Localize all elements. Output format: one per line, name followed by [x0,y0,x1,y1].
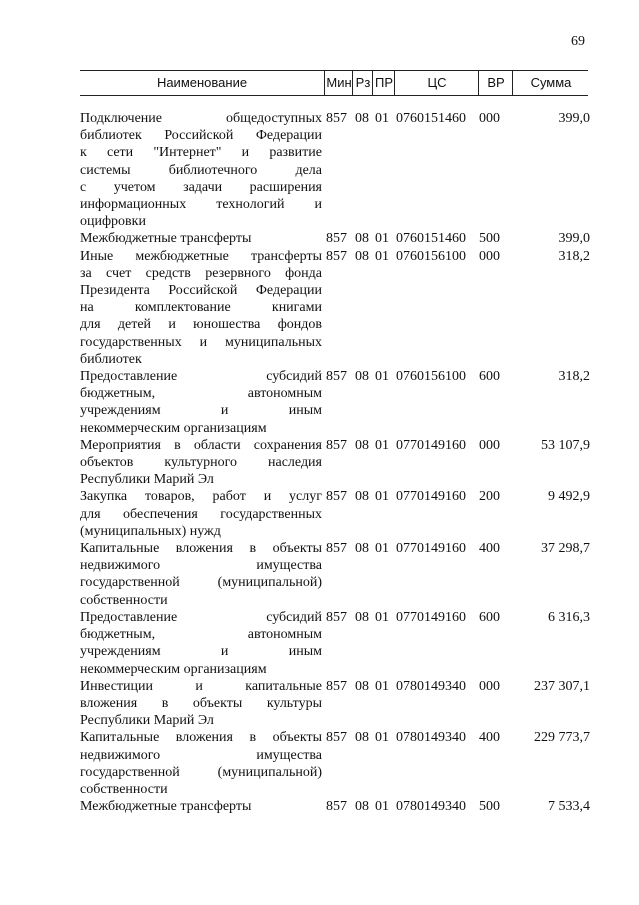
row-cs: 0770149160 [396,609,466,625]
row-cs: 0760156100 [396,248,466,264]
row-name-line: учреждениям и иным [80,644,322,660]
row-name-line: библиотек Российской Федерации [80,128,322,144]
row-name-line: бюджетным, автономным [80,627,322,643]
row-min: 857 [326,369,347,385]
table-row [80,488,590,540]
row-pr: 01 [375,730,389,746]
row-name [80,488,322,540]
row-name-line: вложения в объекты культуры [80,695,322,711]
row-name-line: собственности [80,592,168,608]
row-rz: 08 [355,248,369,264]
row-vr: 600 [479,609,500,625]
table-row [80,798,590,815]
row-cs: 0760151460 [396,231,466,247]
row-rz: 08 [355,437,369,453]
row-name-line: государственных и муниципальных [80,334,322,350]
row-sum: 399,0 [558,111,590,126]
row-cs: 0780149340 [396,730,466,746]
row-name-line: Закупка товаров, работ и услуг [80,489,322,505]
row-sum: 6 316,3 [548,609,590,625]
row-pr: 01 [375,111,389,126]
row-name-line: некоммерческим организациям [80,661,267,677]
row-vr: 500 [479,799,500,815]
row-pr: 01 [375,609,389,625]
row-name-line: Президента Российской Федерации [80,283,322,299]
row-vr: 000 [479,437,500,453]
row-pr: 01 [375,369,389,385]
table-row [80,540,590,609]
header-vr: ВР [478,71,513,95]
row-name-line: с учетом задачи расширения [80,179,322,195]
row-name-line: Предоставление субсидий [80,369,322,385]
row-vr: 400 [479,730,500,746]
row-rz: 08 [355,231,369,247]
row-vr: 000 [479,248,500,264]
row-vr: 400 [479,541,500,557]
row-vr: 600 [479,369,500,385]
row-name-line: Инвестиции и капитальные [80,678,322,694]
row-name-line: Межбюджетные трансферты [80,799,252,815]
row-sum: 229 773,7 [534,730,590,746]
table-body [80,110,590,815]
row-name [80,609,322,678]
row-name-line: к сети "Интернет" и развитие [80,145,322,161]
row-name-line: за счет средств резервного фонда [80,265,322,281]
row-min: 857 [326,231,347,247]
row-min: 857 [326,111,347,126]
table-row [80,230,590,247]
row-pr: 01 [375,231,389,247]
page-number: 69 [571,34,585,49]
row-name-line: Капитальные вложения в объекты [80,730,322,746]
row-name-line: учреждениям и иным [80,403,322,419]
row-name [80,678,322,730]
header-min: Мин [324,71,353,95]
row-pr: 01 [375,489,389,505]
row-min: 857 [326,678,347,694]
row-sum: 399,0 [558,231,590,247]
row-name-line: некоммерческим организациям [80,420,267,436]
row-name-line: Мероприятия в области сохранения [80,437,322,453]
row-pr: 01 [375,248,389,264]
row-min: 857 [326,609,347,625]
row-sum: 53 107,9 [541,437,590,453]
table-row [80,678,590,730]
row-sum: 9 492,9 [548,489,590,505]
row-name-line: Предоставление субсидий [80,609,322,625]
row-rz: 08 [355,369,369,385]
row-cs: 0770149160 [396,437,466,453]
row-rz: 08 [355,609,369,625]
row-cs: 0770149160 [396,489,466,505]
row-pr: 01 [375,678,389,694]
row-cs: 0770149160 [396,541,466,557]
table-header [80,70,588,96]
row-sum: 318,2 [558,248,590,264]
row-rz: 08 [355,730,369,746]
header-pr: ПР [372,71,395,95]
row-sum: 237 307,1 [534,678,590,694]
table-row [80,729,590,798]
row-name-line: системы библиотечного дела [80,162,322,178]
row-name-line: информационных технологий и [80,197,322,213]
row-name-line: недвижимого имущества [80,558,322,574]
row-vr: 200 [479,489,500,505]
row-rz: 08 [355,678,369,694]
header-cs: ЦС [394,71,479,95]
row-name-line: Межбюджетные трансферты [80,231,252,247]
table-row [80,437,590,489]
row-name [80,368,322,437]
row-name [80,230,322,247]
row-name-line: объектов культурного наследия [80,455,322,471]
row-name-line: Республики Марий Эл [80,472,214,488]
row-pr: 01 [375,541,389,557]
row-pr: 01 [375,437,389,453]
row-vr: 000 [479,678,500,694]
row-name-line: государственной (муниципальной) [80,575,322,591]
row-name [80,248,322,368]
row-name [80,729,322,798]
row-min: 857 [326,489,347,505]
row-name-line: недвижимого имущества [80,747,322,763]
row-sum: 318,2 [558,369,590,385]
row-name-line: бюджетным, автономным [80,386,322,402]
row-rz: 08 [355,799,369,815]
row-name-line: Иные межбюджетные трансферты [80,248,322,264]
row-name [80,437,322,489]
row-name-line: государственной (муниципальной) [80,764,322,780]
row-name-line: (муниципальных) нужд [80,523,221,539]
row-name-line: для обеспечения государственных [80,506,322,522]
row-sum: 37 298,7 [541,541,590,557]
row-min: 857 [326,437,347,453]
row-name [80,110,322,230]
row-name-line: оцифровки [80,214,146,230]
row-min: 857 [326,799,347,815]
row-name-line: на комплектование книгами [80,300,322,316]
row-name [80,798,322,815]
row-min: 857 [326,541,347,557]
row-cs: 0760156100 [396,369,466,385]
row-sum: 7 533,4 [548,799,590,815]
row-min: 857 [326,730,347,746]
row-name-line: библиотек [80,351,142,367]
header-name: Наименование [156,75,248,90]
row-rz: 08 [355,489,369,505]
table-row [80,609,590,678]
header-sum: Сумма [512,71,589,95]
row-min: 857 [326,248,347,264]
row-rz: 08 [355,541,369,557]
row-name-line: для детей и юношества фондов [80,317,322,333]
row-name-line: Подключение общедоступных [80,111,322,126]
table-row [80,368,590,437]
row-rz: 08 [355,111,369,126]
row-vr: 000 [479,111,500,126]
row-name-line: собственности [80,781,168,797]
row-cs: 0760151460 [396,111,466,126]
row-name [80,540,322,609]
row-vr: 500 [479,231,500,247]
row-name-line: Капитальные вложения в объекты [80,541,322,557]
row-pr: 01 [375,799,389,815]
row-cs: 0780149340 [396,678,466,694]
header-rz: Рз [352,71,373,95]
row-cs: 0780149340 [396,799,466,815]
table-row [80,110,590,230]
table-row [80,248,590,368]
row-name-line: Республики Марий Эл [80,713,214,729]
